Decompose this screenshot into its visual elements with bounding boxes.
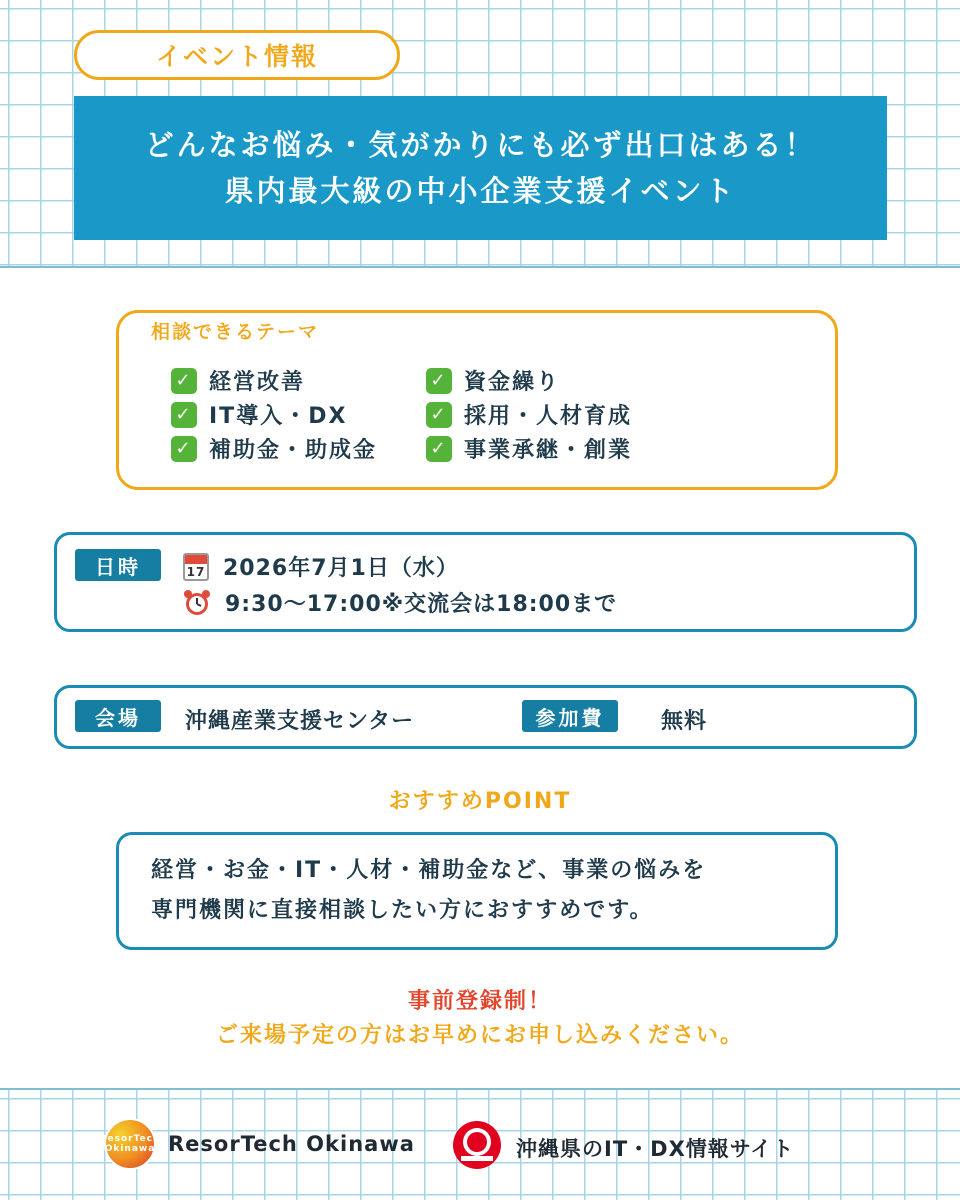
alarm-clock-icon (183, 589, 211, 617)
venue-box (54, 685, 917, 749)
hero-title-line2: 県内最大級の中小企業支援イベント (224, 174, 737, 208)
resortech-brand (99, 1118, 415, 1170)
recommend-point-line1: 経営・お金・IT・人材・補助金など、事業の悩みを (151, 858, 707, 883)
event-info-tag-label: イベント情報 (155, 42, 318, 71)
hero-title-line1: どんなお悩み・気がかりにも必ず出口はある！ (144, 128, 817, 162)
theme-item-label: 資金繰り (464, 370, 561, 395)
check-icon: ✓ (426, 368, 452, 394)
theme-item-label: 経営改善 (209, 370, 306, 395)
recommend-point-box (116, 832, 838, 950)
check-icon: ✓ (171, 436, 197, 462)
okinawa-site-name: 沖縄県のIT・DX情報サイト (516, 1136, 795, 1161)
fee-label: 参加費 (522, 700, 618, 732)
check-icon: ✓ (426, 402, 452, 428)
date-line (183, 551, 459, 582)
event-time: 9:30〜17:00※交流会は18:00まで (225, 592, 618, 617)
recommend-point-line2: 専門機関に直接相談したい方におすすめです。 (151, 898, 654, 923)
time-line (183, 587, 617, 618)
theme-item-label: 事業承継・創業 (464, 438, 633, 463)
fee-value: 無料 (661, 709, 708, 734)
theme-item-label: IT導入・DX (209, 404, 348, 429)
hero-banner (74, 96, 887, 240)
event-info-tag (74, 30, 400, 80)
theme-item (171, 433, 377, 464)
theme-item (426, 399, 632, 430)
registration-call-to-action: ご来場予定の方はお早めにお申し込みください。 (215, 1023, 744, 1048)
resortech-brand-name: ResorTech Okinawa (168, 1132, 415, 1156)
schedule-label: 日時 (75, 549, 161, 581)
check-icon: ✓ (426, 436, 452, 462)
calendar-icon (183, 553, 209, 581)
okinawa-it-dx-site-brand (452, 1120, 794, 1175)
theme-item (171, 399, 347, 430)
calendar-icon-day: 17 (186, 564, 206, 579)
theme-item-label: 採用・人材育成 (464, 404, 633, 429)
themes-title: 相談できるテーマ (151, 321, 320, 343)
theme-item (426, 433, 632, 464)
theme-item (171, 365, 305, 396)
recommend-point-title: おすすめPOINT (388, 789, 572, 814)
venue-label: 会場 (75, 700, 161, 732)
check-icon: ✓ (171, 402, 197, 428)
theme-item-label: 補助金・助成金 (209, 438, 378, 463)
theme-item (426, 365, 560, 396)
okinawa-prefecture-emblem-icon (452, 1120, 502, 1175)
venue-name: 沖縄産業支援センター (185, 709, 415, 734)
schedule-box (54, 532, 917, 632)
registration-notice: 事前登録制！ (407, 989, 552, 1014)
consultation-themes-box (116, 310, 838, 490)
resortech-logo-icon: ResorTech Okinawa (104, 1118, 156, 1170)
event-date: 2026年7月1日（水） (223, 556, 459, 581)
check-icon: ✓ (171, 368, 197, 394)
